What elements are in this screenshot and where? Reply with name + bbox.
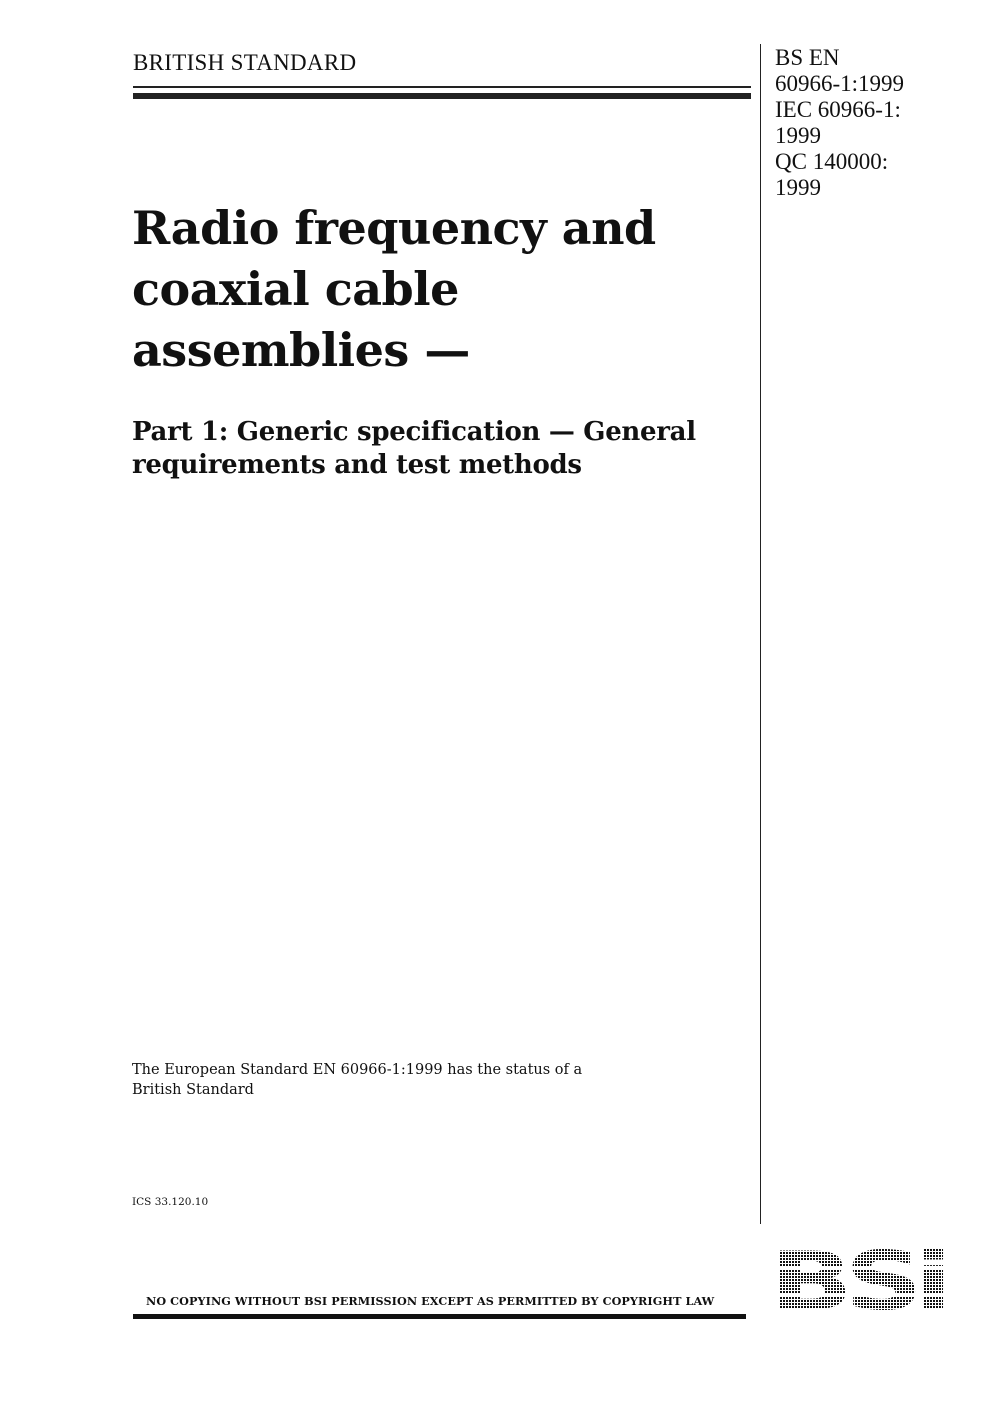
series-label: BRITISH STANDARD <box>133 50 357 75</box>
status-note-line: British Standard <box>132 1082 254 1098</box>
standard-number-line: IEC 60966-1: <box>775 97 901 122</box>
footer-rule <box>133 1314 746 1319</box>
standard-number-line: QC 140000: <box>775 149 889 174</box>
standard-number-line: BS EN <box>775 45 840 70</box>
vertical-divider <box>760 44 761 1224</box>
subtitle-line: requirements and test methods <box>132 450 582 480</box>
header-rule-thin <box>133 86 751 88</box>
standard-numbers <box>775 45 975 201</box>
status-note-line: The European Standard EN 60966-1:1999 has the status of a <box>132 1062 583 1078</box>
subtitle-line: Part 1: Generic specification — General <box>132 417 696 447</box>
title-line: Radio frequency and <box>132 201 656 255</box>
copyright-notice: NO COPYING WITHOUT BSI PERMISSION EXCEPT AS PERMITTED BY COPYRIGHT LAW <box>146 1294 715 1308</box>
standard-number-line: 60966-1:1999 <box>775 71 905 96</box>
header-rule-thick <box>133 93 751 99</box>
document-subtitle <box>132 416 752 482</box>
standard-number-line: 1999 <box>775 123 821 148</box>
document-title <box>132 198 752 381</box>
standard-number-line: 1999 <box>775 175 821 200</box>
status-note <box>132 1060 582 1100</box>
bsi-logo-icon <box>768 1243 946 1321</box>
title-line: assemblies — <box>132 323 470 377</box>
title-line: coaxial cable <box>132 262 459 316</box>
ics-code: ICS 33.120.10 <box>132 1196 209 1208</box>
